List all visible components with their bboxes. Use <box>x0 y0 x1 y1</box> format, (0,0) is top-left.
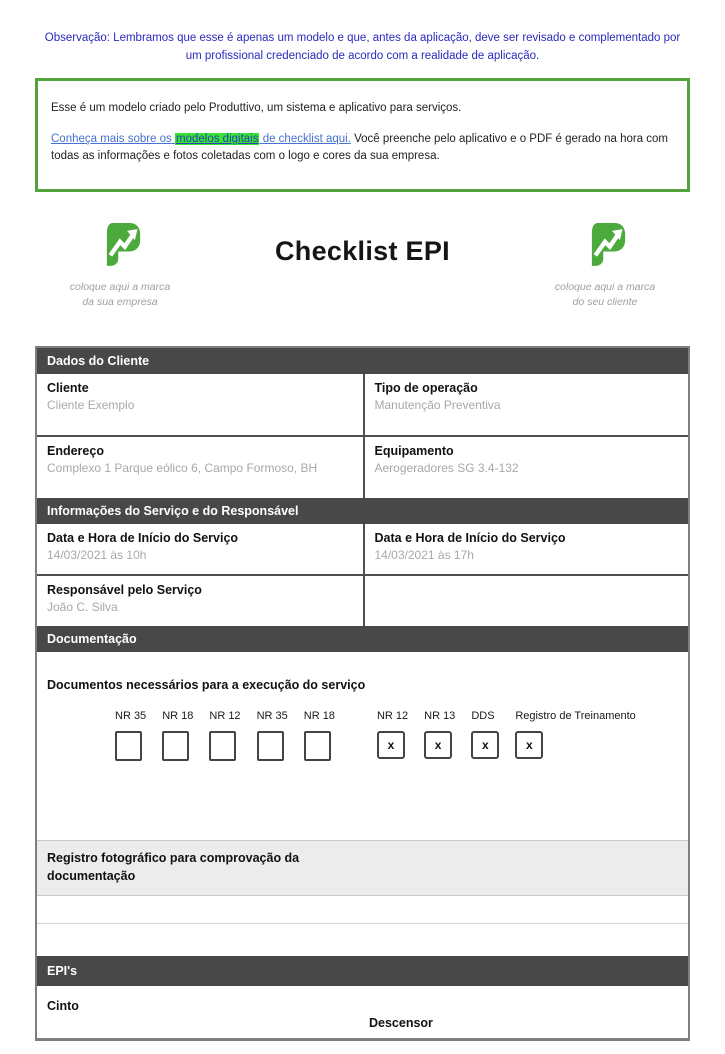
company-logo-block <box>35 222 205 309</box>
checkbox-item-nr12-1 <box>209 710 240 761</box>
checkbox-label: NR 12 <box>209 709 241 722</box>
field-value: 14/03/2021 às 10h <box>47 547 147 562</box>
checkbox-unchecked[interactable] <box>209 731 236 761</box>
field-value: Cliente Exemplo <box>47 397 135 412</box>
checkbox-label: Registro de Treinamento <box>515 709 636 722</box>
table-row <box>37 374 688 435</box>
table-row <box>37 574 688 626</box>
checkbox-unchecked[interactable] <box>304 731 331 761</box>
checkbox-item-nr18-2 <box>304 710 335 761</box>
field-value: 14/03/2021 às 17h <box>374 547 474 562</box>
section-header-documentacao: Documentação <box>37 626 688 652</box>
checkbox-checked[interactable]: x <box>424 731 452 759</box>
field-data-fim <box>363 524 689 574</box>
table-row <box>37 524 688 574</box>
checkbox-item-dds-checked <box>471 710 499 759</box>
checkbox-unchecked[interactable] <box>162 731 189 761</box>
field-data-inicio <box>37 524 363 574</box>
checkbox-label: NR 12 <box>376 709 409 722</box>
info-paragraph-2-rest: Você preenche pelo aplicativo e o PDF é gerado na hora com todas as informações e fotos coletadas com o logo e cores da sua empresa. <box>51 132 669 163</box>
section-header-informacoes-servico: Informações do Serviço e do Responsável <box>37 498 688 524</box>
field-label: Endereço <box>47 443 104 458</box>
field-label: Data e Hora de Início do Serviço <box>374 530 566 545</box>
checkbox-checked[interactable]: x <box>471 731 499 759</box>
field-tipo-operacao <box>363 374 689 435</box>
caption-line: coloque aqui a marca <box>69 281 171 294</box>
field-cliente <box>37 374 363 435</box>
link-prefix: Conheça mais sobre os <box>51 132 172 145</box>
epi-item-descensor: Descensor <box>369 1016 433 1030</box>
caption-line: coloque aqui a marca <box>554 281 656 294</box>
checkbox-label: NR 13 <box>424 709 456 722</box>
field-label: Tipo de operação <box>374 380 478 395</box>
field-endereco <box>37 437 363 498</box>
unchecked-group <box>115 710 335 761</box>
link-suffix: de checklist aqui. <box>262 132 351 145</box>
epi-item-cinto: Cinto <box>47 999 79 1013</box>
checkbox-unchecked[interactable] <box>115 731 142 761</box>
info-paragraph-2 <box>51 131 674 166</box>
produttivo-logo-icon <box>99 222 141 271</box>
documentacao-body <box>37 652 688 840</box>
link-highlight: modelos digitais <box>176 132 259 145</box>
empty-photo-slot <box>37 896 688 924</box>
checkbox-strip <box>115 710 688 761</box>
checkbox-label: NR 35 <box>115 709 147 722</box>
field-empty <box>363 576 689 626</box>
caption-line: da sua empresa <box>82 296 158 309</box>
field-value: Complexo 1 Parque eólico 6, Campo Formoso, BH <box>47 460 318 475</box>
field-value: João C. Silva <box>47 599 118 614</box>
company-logo-placeholder-caption <box>70 280 170 309</box>
section-header-epis: EPI's <box>37 956 688 986</box>
checked-group <box>377 710 636 759</box>
field-value: Manutenção Preventiva <box>374 397 501 412</box>
field-label: Cliente <box>47 380 89 395</box>
field-responsavel <box>37 576 363 626</box>
produttivo-info-box <box>35 78 690 193</box>
checkbox-item-nr12-checked <box>377 710 408 759</box>
client-logo-placeholder-caption <box>555 280 655 309</box>
checkbox-label: DDS <box>471 709 495 722</box>
checkbox-unchecked[interactable] <box>257 731 284 761</box>
checkbox-item-registro-treinamento-checked <box>515 710 635 759</box>
checkbox-checked[interactable]: x <box>377 731 405 759</box>
photo-question-label: Registro fotográfico para comprovação da documentação <box>47 850 300 883</box>
checklist-models-link[interactable] <box>51 133 351 145</box>
table-row <box>37 435 688 498</box>
checkbox-label: NR 18 <box>162 709 194 722</box>
field-label: Data e Hora de Início do Serviço <box>47 530 239 545</box>
checkbox-item-nr13-checked <box>424 710 455 759</box>
observation-note: Observação: Lembramos que esse é apenas um modelo e que, antes da aplicação, deve ser revisado e complementado por um profissional credenciado de acordo com a realidade de aplicação. <box>44 32 681 62</box>
documentos-question-label: Documentos necessários para a execução do serviço <box>47 677 366 692</box>
field-label: Responsável pelo Serviço <box>47 582 202 597</box>
caption-line: do seu cliente <box>572 296 638 309</box>
checklist-table <box>35 346 690 1041</box>
section-header-dados-cliente: Dados do Cliente <box>37 348 688 374</box>
checkbox-item-nr35-1 <box>115 710 146 761</box>
info-paragraph-1: Esse é um modelo criado pelo Produttivo, um sistema e aplicativo para serviços. <box>51 101 462 114</box>
checkbox-item-nr18-1 <box>162 710 193 761</box>
checkbox-label: NR 35 <box>256 709 288 722</box>
page-title: Checklist EPI <box>275 236 450 267</box>
checkbox-label: NR 18 <box>303 709 335 722</box>
field-equipamento <box>363 437 689 498</box>
photo-evidence-row <box>37 840 688 896</box>
empty-photo-slot <box>37 924 688 956</box>
epi-items-row <box>37 986 688 1038</box>
client-logo-block <box>520 222 690 309</box>
branding-row <box>35 222 690 309</box>
field-label: Equipamento <box>374 443 454 458</box>
checkbox-item-nr35-2 <box>257 710 288 761</box>
produttivo-logo-icon <box>584 222 626 271</box>
field-value: Aerogeradores SG 3.4-132 <box>374 460 519 475</box>
checkbox-checked[interactable]: x <box>515 731 543 759</box>
